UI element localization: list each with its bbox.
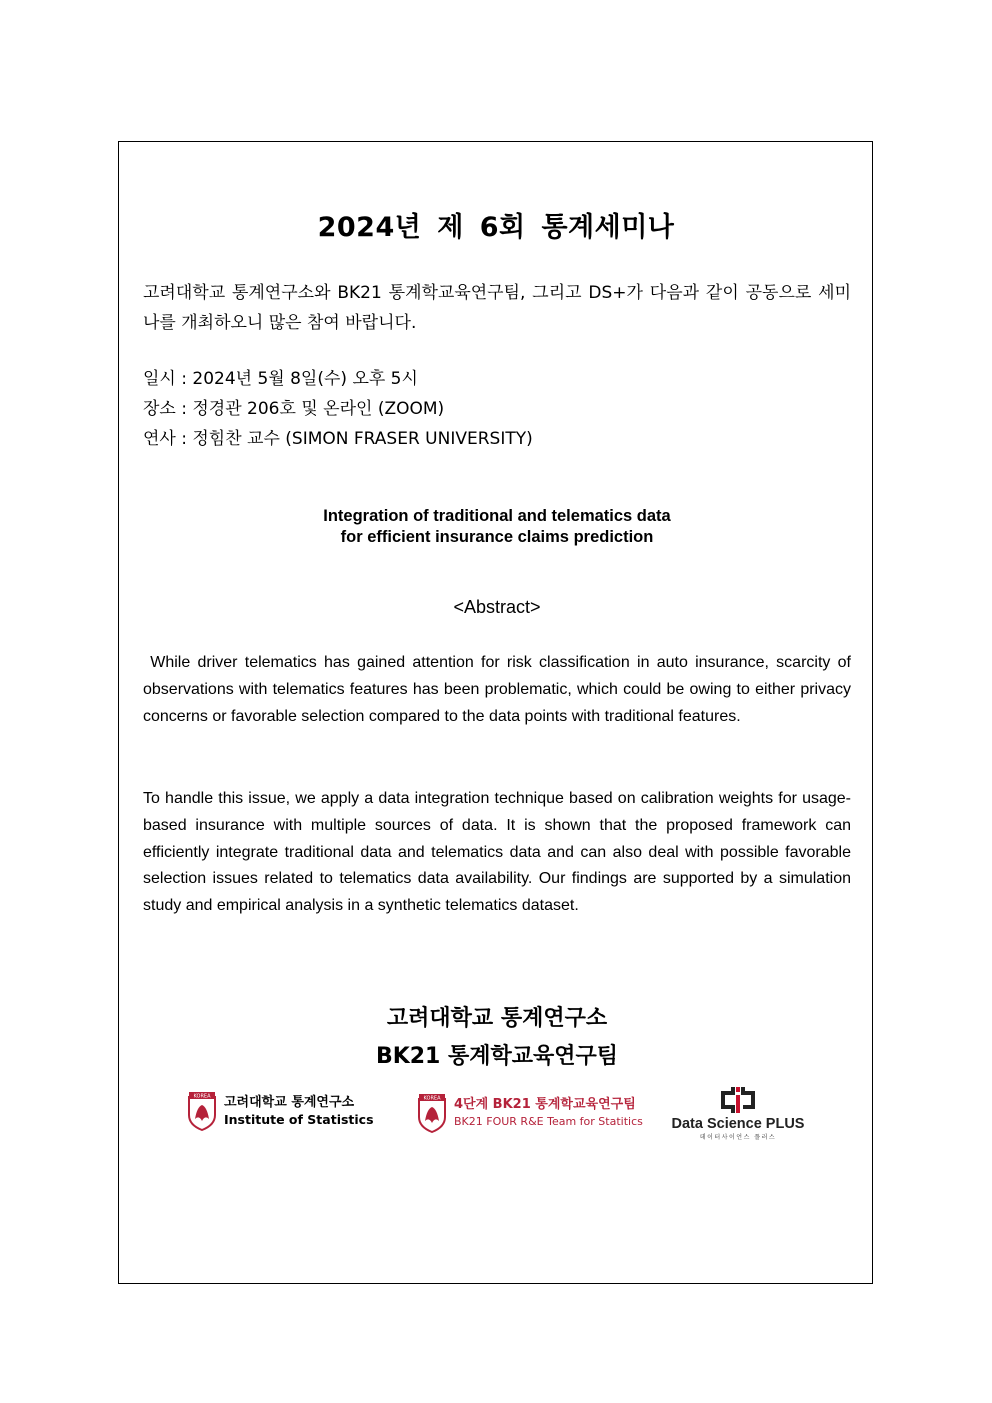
dsplus-logo-korean: 데이터사이언스 플러스 — [699, 1134, 777, 1141]
logo-row — [0, 1085, 992, 1145]
dsplus-logo-english: Data Science PLUS — [671, 1116, 805, 1132]
svg-text:KOREA: KOREA — [423, 1095, 441, 1102]
talk-title — [0, 506, 992, 548]
seminar-datetime: 일시 : 2024년 5월 8일(수) 오후 5시 — [143, 369, 418, 389]
seminar-speaker: 연사 : 정힘찬 교수 (SIMON FRASER UNIVERSITY) — [143, 429, 533, 449]
seminar-details — [143, 364, 851, 454]
abstract-paragraph-2: To handle this issue, we apply a data integration technique based on calibration weights for usage-based insurance with multiple sources of data. It is shown that the proposed framework can efficiently integrate traditional data and telematics data and can also deal with possible favorable selection issues related to telematics data availability. Our findings are supported by a simulation study and empirical analysis in a synthetic telematics dataset. — [143, 790, 851, 915]
intro-paragraph: 고려대학교 통계연구소와 BK21 통계학교육연구팀, 그리고 DS+가 다음과 같이 공동으로 세미나를 개최하오니 많은 참여 바랍니다. — [143, 283, 851, 333]
talk-title-line-2: for efficient insurance claims prediction — [340, 528, 654, 546]
institute-logo-korean: 고려대학교 통계연구소 — [224, 1095, 355, 1110]
bk21-logo-english: BK21 FOUR R&E Team for Statitics — [454, 1115, 643, 1128]
data-science-plus-logo — [664, 1085, 812, 1141]
bk21-logo-korean: 4단계 BK21 통계학교육연구팀 — [454, 1097, 636, 1112]
institute-of-statistics-logo — [187, 1091, 374, 1131]
institute-logo-english: Institute of Statistics — [224, 1112, 374, 1127]
seminar-location: 장소 : 정경관 206호 및 온라인 (ZOOM) — [143, 399, 445, 419]
korea-university-seal-icon — [187, 1091, 217, 1131]
seminar-title: 2024년 제 6회 통계세미나 — [317, 212, 675, 243]
organizer-institute: 고려대학교 통계연구소 — [386, 1006, 608, 1031]
abstract-paragraph-1-text: While driver telematics has gained attention for risk classification in auto insurance, scarcity of observations with telematics features has been problematic, which could be owing to either privacy concerns or favorable selection compared to the data points with traditional features. — [143, 654, 851, 725]
abstract-heading: <Abstract> — [453, 597, 541, 617]
organizer-bk21-team: BK21 통계학교육연구팀 — [375, 1044, 619, 1069]
korea-university-seal-icon — [417, 1093, 447, 1133]
svg-text:KOREA: KOREA — [193, 1093, 211, 1100]
bk21-team-logo — [417, 1093, 643, 1133]
data-science-plus-mark-icon — [719, 1085, 757, 1115]
abstract-paragraph-1 — [143, 650, 851, 730]
talk-title-line-1: Integration of traditional and telematics data — [323, 507, 671, 525]
